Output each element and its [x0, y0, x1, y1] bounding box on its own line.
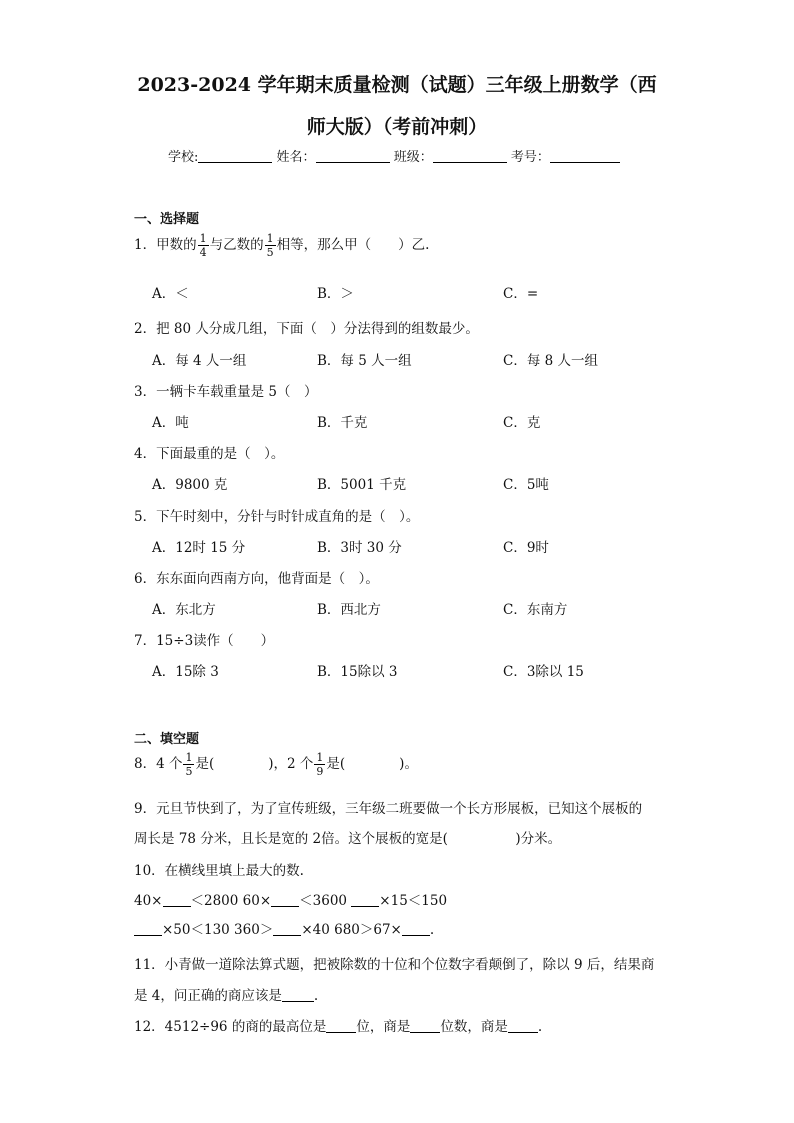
q8-text-b: 是( )，2 个 [195, 756, 314, 772]
q7-option-a[interactable]: A．15除 3 [152, 664, 219, 680]
number-label: 考号： [510, 150, 550, 165]
q1-option-a[interactable]: A．＜ [152, 286, 189, 302]
question-4: 4．下面最重的是（ ）。 [134, 446, 285, 462]
school-blank[interactable] [198, 148, 272, 163]
q1-text-a: 1．甲数的 [134, 237, 197, 253]
answer-blank[interactable] [271, 894, 299, 907]
question-11-line1: 11．小青做一道除法算式题，把被除数的十位和个位数字看颠倒了，除以 9 后，结果商 [134, 957, 655, 973]
q2-option-a[interactable]: A．每 4 人一组 [152, 353, 247, 369]
q3-option-a[interactable]: A．吨 [152, 415, 189, 431]
answer-blank[interactable] [351, 894, 379, 907]
question-7: 7．15÷3读作（ ） [134, 633, 275, 649]
q3-option-c[interactable]: C．克 [503, 415, 541, 431]
fraction-one-fifth: $\frac{1}{5}$ [266, 232, 274, 259]
q1-text-b: 与乙数的 [209, 237, 264, 253]
fraction-one-ninth: $\frac{1}{9}$ [316, 751, 324, 778]
q6-option-c[interactable]: C．东南方 [503, 602, 568, 618]
number-blank[interactable] [550, 148, 620, 163]
question-5: 5．下午时刻中，分针与时针成直角的是（ ）。 [134, 509, 420, 525]
question-10-line2: ×50＜130 360＞ ×40 680＞67× . [134, 918, 434, 938]
q8-text-a: 8．4 个 [134, 756, 183, 772]
q7-option-c[interactable]: C．3除以 15 [503, 664, 584, 680]
question-1 [134, 233, 429, 258]
section-fill-title: 二、填空题 [134, 732, 200, 747]
question-2: 2．把 80 人分成几组，下面（ ）分法得到的组数最少。 [134, 321, 479, 337]
section-choice-title: 一、选择题 [134, 212, 200, 227]
answer-blank[interactable] [402, 923, 430, 936]
question-11-line2: 是 4，问正确的商应该是 . [134, 988, 319, 1004]
question-9-line1: 9．元旦节快到了，为了宣传班级，三年级二班要做一个长方形展板，已知这个展板的 [134, 801, 643, 817]
exam-title-line2: 师大版）（考前冲刺） [306, 116, 488, 138]
q6-option-a[interactable]: A．东北方 [152, 602, 216, 618]
answer-blank[interactable] [508, 1020, 538, 1033]
student-info-row [168, 146, 620, 165]
q6-option-b[interactable]: B．西北方 [317, 602, 381, 618]
answer-blank[interactable] [273, 923, 301, 936]
q1-option-b[interactable]: B．＞ [317, 286, 354, 302]
question-10: 10．在横线里填上最大的数. [134, 863, 304, 879]
q8-text-c: 是( )。 [326, 756, 418, 772]
fraction-one-fifth: $\frac{1}{5}$ [185, 751, 193, 778]
name-blank[interactable] [316, 148, 390, 163]
q5-option-a[interactable]: A．12时 15 分 [152, 540, 246, 556]
q5-option-c[interactable]: C．9时 [503, 540, 549, 556]
q4-option-c[interactable]: C．5吨 [503, 477, 549, 493]
q1-option-c[interactable]: C．= [503, 286, 539, 302]
q2-option-c[interactable]: C．每 8 人一组 [503, 353, 599, 369]
question-9-line2: 周长是 78 分米，且长是宽的 2倍。这个展板的宽是( )分米。 [134, 831, 562, 847]
question-12: 12．4512÷96 的商的最高位是 位，商是 位数，商是 . [134, 1019, 543, 1035]
answer-blank[interactable] [163, 894, 191, 907]
answer-blank[interactable] [410, 1020, 440, 1033]
q1-text-c: 相等，那么甲（ ）乙. [276, 237, 430, 253]
school-label: 学校: [168, 150, 199, 165]
question-8 [134, 752, 418, 777]
question-10-line1: 40× ＜2800 60× ＜3600 ×15＜150 [134, 893, 448, 909]
name-label: 姓名： [276, 150, 316, 165]
q2-option-b[interactable]: B．每 5 人一组 [317, 353, 412, 369]
class-label: 班级： [393, 150, 433, 165]
q3-option-b[interactable]: B．千克 [317, 415, 368, 431]
answer-blank[interactable] [282, 989, 314, 1002]
q5-option-b[interactable]: B．3时 30 分 [317, 540, 402, 556]
exam-title-line1: 2023-2024 学年期末质量检测（试题）三年级上册数学（西 [137, 74, 657, 96]
question-3: 3．一辆卡车载重量是 5（ ） [134, 384, 318, 400]
q4-option-b[interactable]: B．5001 千克 [317, 477, 407, 493]
question-6: 6．东东面向西南方向，他背面是（ ）。 [134, 571, 379, 587]
answer-blank[interactable] [134, 923, 162, 936]
q7-option-b[interactable]: B．15除以 3 [317, 664, 398, 680]
answer-blank[interactable] [326, 1020, 356, 1033]
class-blank[interactable] [433, 148, 507, 163]
fraction-one-quarter: $\frac{1}{4}$ [199, 232, 207, 259]
q4-option-a[interactable]: A．9800 克 [152, 477, 228, 493]
